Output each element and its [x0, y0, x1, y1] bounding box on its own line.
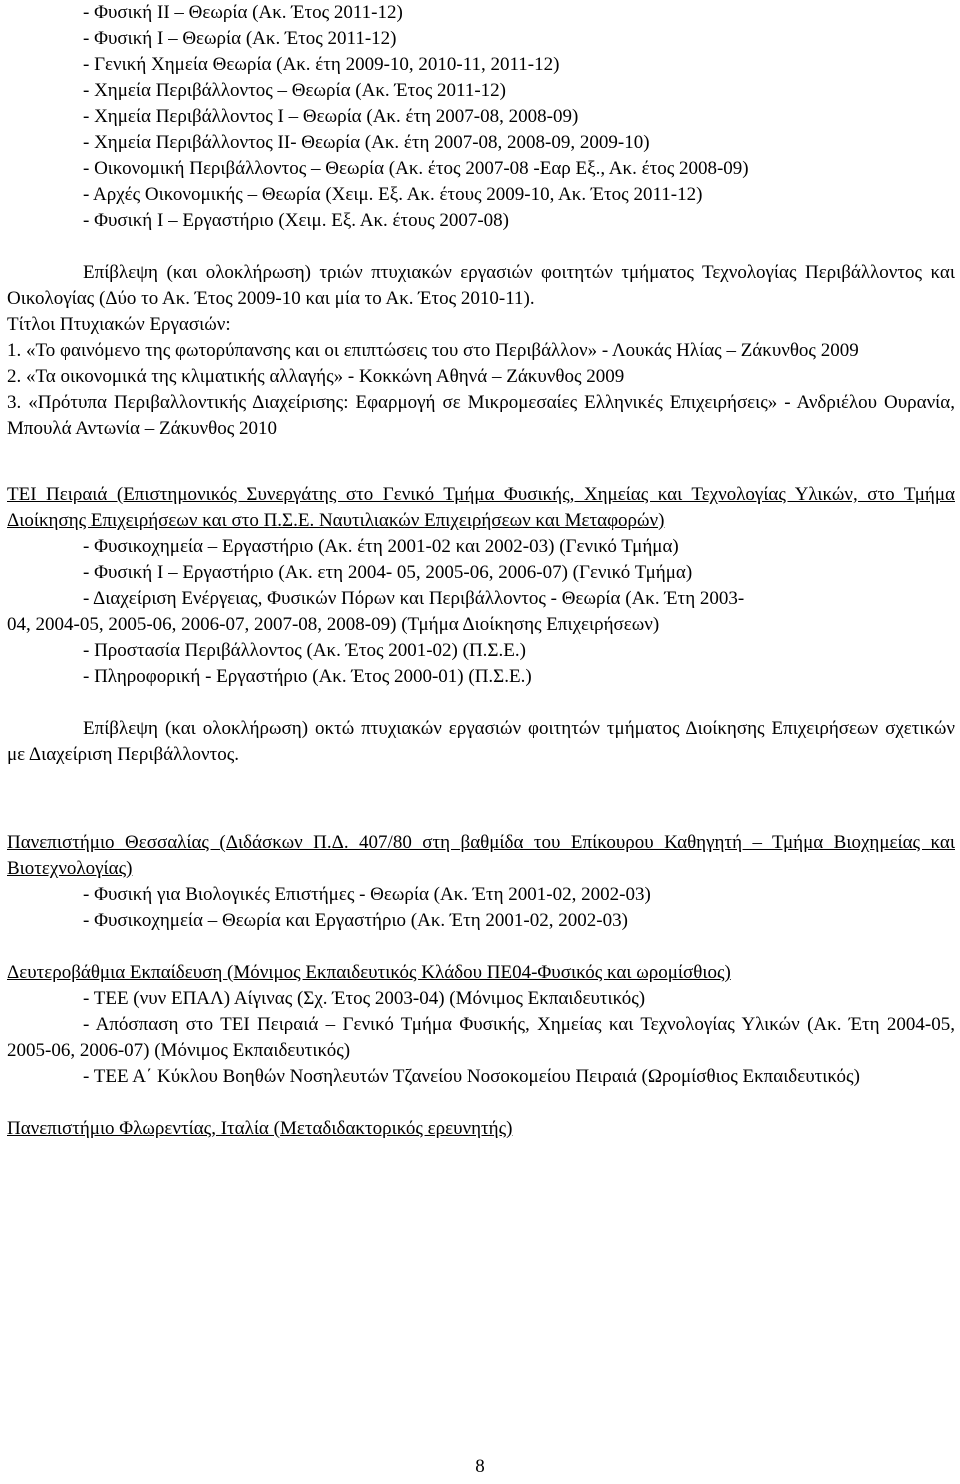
list-item: - Διαχείριση Ενέργειας, Φυσικών Πόρων και Περιβάλλοντος - Θεωρία (Ακ. Έτη 2003-	[83, 588, 745, 609]
list-item: - Πληροφορική - Εργαστήριο (Ακ. Έτος 2000-01) (Π.Σ.Ε.)	[83, 666, 532, 687]
theses-title: Τίτλοι Πτυχιακών Εργασιών:	[7, 314, 231, 335]
list-item: - Φυσική Ι – Θεωρία (Ακ. Έτος 2011-12)	[83, 28, 397, 49]
list-item: - Φυσική ΙΙ – Θεωρία (Ακ. Έτος 2011-12)	[83, 2, 403, 23]
list-item: - ΤΕΕ (νυν ΕΠΑΛ) Αίγινας (Σχ. Έτος 2003-04) (Μόνιμος Εκπαιδευτικός)	[83, 988, 646, 1009]
list-item: - Φυσικοχημεία – Εργαστήριο (Ακ. έτη 2001-02 και 2002-03) (Γενικό Τμήμα)	[83, 536, 679, 557]
list-item: - Προστασία Περιβάλλοντος (Ακ. Έτος 2001-02) (Π.Σ.Ε.)	[83, 640, 526, 661]
list-item: - Απόσπαση στο ΤΕΙ Πειραιά – Γενικό Τμήμα Φυσικής, Χημείας και Τεχνολογίας Υλικών (Ακ. Έτη 2004-05, 2005-06, 2006-07) (Μόνιμος Εκπαιδευτικός)	[7, 1014, 955, 1061]
thesis-item: 1. «Το φαινόμενο της φωτορύπανσης και οι επιπτώσεις του στο Περιβάλλον» - Λουκάς Ηλίας – Ζάκυνθος 2009	[7, 340, 859, 361]
list-item: - Φυσική Ι – Εργαστήριο (Ακ. ετη 2004- 05, 2005-06, 2006-07) (Γενικό Τμήμα)	[83, 562, 693, 583]
course-list-1	[7, 0, 955, 234]
list-item-continuation: 04, 2004-05, 2005-06, 2006-07, 2007-08, 2008-09) (Τμήμα Διοίκησης Επιχειρήσεων)	[7, 614, 660, 635]
list-item: - Φυσικοχημεία – Θεωρία και Εργαστήριο (Ακ. Έτη 2001-02, 2002-03)	[83, 910, 628, 931]
section-heading-secondary: Δευτεροβάθμια Εκπαίδευση (Μόνιμος Εκπαιδευτικός Κλάδου ΠΕ04-Φυσικός και ωρομίσθιος)	[7, 962, 731, 983]
thesis-item: 3. «Πρότυπα Περιβαλλοντικής Διαχείρισης: Εφαρμογή σε Μικρομεσαίες Ελληνικές Επιχειρήσεις» - Ανδριέλου Ουρανία, Μπουλά Αντωνία – Ζάκυνθος 2010	[7, 392, 955, 439]
course-list-tei	[7, 534, 955, 690]
course-list-thessaly	[7, 882, 955, 934]
list-item: - ΤΕΕ Α΄ Κύκλου Βοηθών Νοσηλευτών Τζανείου Νοσοκομείου Πειραιά (Ωρομίσθιος Εκπαιδευτικός)	[83, 1066, 860, 1087]
list-item: - Αρχές Οικονομικής – Θεωρία (Χειμ. Εξ. Ακ. έτους 2009-10, Ακ. Έτος 2011-12)	[83, 184, 703, 205]
list-item: - Γενική Χημεία Θεωρία (Ακ. έτη 2009-10, 2010-11, 2011-12)	[83, 54, 560, 75]
list-item: - Φυσική για Βιολογικές Επιστήμες - Θεωρία (Ακ. Έτη 2001-02, 2002-03)	[83, 884, 651, 905]
document-page	[7, 0, 955, 1142]
section-heading-florence: Πανεπιστήμιο Φλωρεντίας, Ιταλία (Μεταδιδακτορικός ερευνητής)	[7, 1118, 513, 1139]
list-item: - Φυσική Ι – Εργαστήριο (Χειμ. Εξ. Ακ. έτους 2007-08)	[83, 210, 510, 231]
list-item: - Χημεία Περιβάλλοντος Ι – Θεωρία (Ακ. έτη 2007-08, 2008-09)	[83, 106, 579, 127]
page-number: 8	[475, 1456, 485, 1477]
list-item: - Χημεία Περιβάλλοντος – Θεωρία (Ακ. Έτος 2011-12)	[83, 80, 506, 101]
supervision-paragraph-2: Επίβλεψη (και ολοκλήρωση) οκτώ πτυχιακών εργασιών φοιτητών τμήματος Διοίκησης Επιχειρήσεων σχετικών με Διαχείριση Περιβάλλοντος.	[7, 718, 955, 765]
supervision-paragraph-1: Επίβλεψη (και ολοκλήρωση) τριών πτυχιακών εργασιών φοιτητών τμήματος Τεχνολογίας Περιβάλλοντος και Οικολογίας (Δύο το Ακ. Έτος 2009-10 και μία το Ακ. Έτος 2010-11).	[7, 262, 955, 309]
section-heading-thessaly: Πανεπιστήμιο Θεσσαλίας (Διδάσκων Π.Δ. 407/80 στη βαθμίδα του Επίκουρου Καθηγητή – Τμήμα Βιοχημείας και Βιοτεχνολογίας)	[7, 832, 955, 879]
list-item: - Χημεία Περιβάλλοντος ΙΙ- Θεωρία (Ακ. έτη 2007-08, 2008-09, 2009-10)	[83, 132, 650, 153]
thesis-item: 2. «Τα οικονομικά της κλιματικής αλλαγής» - Κοκκώνη Αθηνά – Ζάκυνθος 2009	[7, 366, 625, 387]
section-heading-tei-piraeus: ΤΕΙ Πειραιά (Επιστημονικός Συνεργάτης στο Γενικό Τμήμα Φυσικής, Χημείας και Τεχνολογίας Υλικών, στο Τμήμα Διοίκησης Επιχειρήσεων και στο Π.Σ.Ε. Ναυτιλιακών Επιχειρήσεων και Μεταφορών)	[7, 484, 955, 531]
list-item: - Οικονομική Περιβάλλοντος – Θεωρία (Ακ. έτος 2007-08 -Εαρ Εξ., Ακ. έτος 2008-09)	[83, 158, 749, 179]
course-list-secondary	[7, 986, 955, 1090]
